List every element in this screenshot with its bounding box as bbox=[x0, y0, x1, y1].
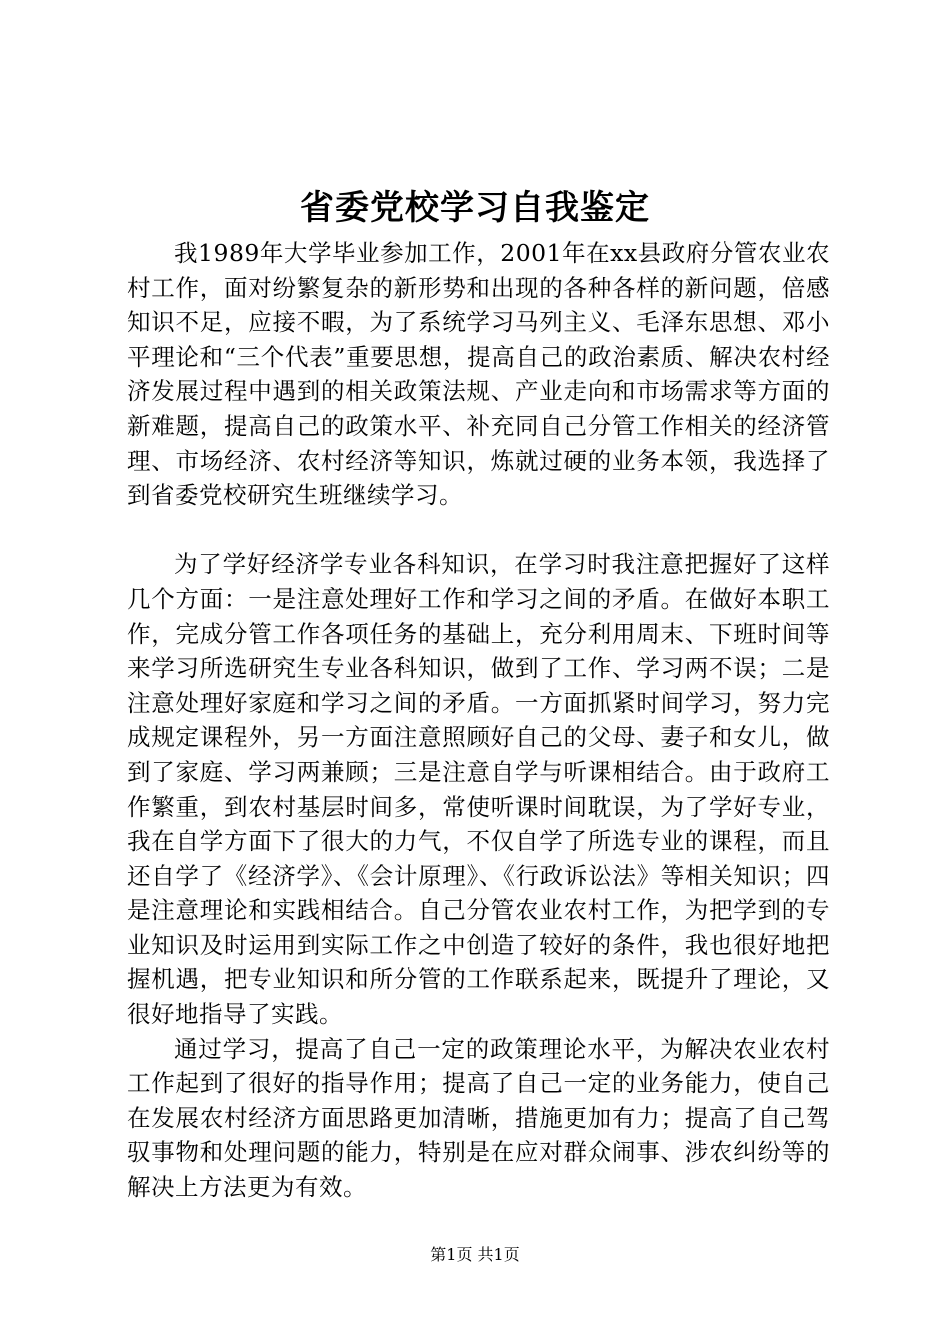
paragraph-3: 通过学习，提高了自己一定的政策理论水平，为解决农业农村工作起到了很好的指导作用；提高了自己一定的业务能力，使自己在发展农村经济方面思路更加清晰，措施更加有力；提高了自己驾驭事物和处理问题的能力，特别是在应对群众闹事、涉农纠纷等的解决上方法更为有效。 bbox=[127, 1034, 830, 1202]
page-footer: 第1页 共1页 bbox=[430, 1245, 520, 1264]
document-title: 省委党校学习自我鉴定 bbox=[300, 188, 650, 228]
document-body bbox=[127, 236, 830, 1205]
paragraph-1: 我1989年大学毕业参加工作，2001年在xx县政府分管农业农村工作，面对纷繁复杂的新形势和出现的各种各样的新问题，倍感知识不足，应接不暇，为了系统学习马列主义、毛泽东思想、邓小平理论和“三个代表”重要思想，提高自己的政治素质、解决农村经济发展过程中遇到的相关政策法规、产业走向和市场需求等方面的新难题，提高自己的政策水平、补充同自己分管工作相关的经济管理、市场经济、农村经济等知识，炼就过硬的业务本领，我选择了到省委党校研究生班继续学习。 bbox=[127, 239, 830, 510]
paragraph-2: 为了学好经济学专业各科知识，在学习时我注意把握好了这样几个方面：一是注意处理好工作和学习之间的矛盾。在做好本职工作，完成分管工作各项任务的基础上，充分利用周末、下班时间等来学习所选研究生专业各科知识，做到了工作、学习两不误；二是注意处理好家庭和学习之间的矛盾。一方面抓紧时间学习，努力完成规定课程外，另一方面注意照顾好自己的父母、妻子和女儿，做到了家庭、学习两兼顾；三是注意自学与听课相结合。由于政府工作繁重，到农村基层时间多，常使听课时间耽误，为了学好专业，我在自学方面下了很大的力气，不仅自学了所选专业的课程，而且还自学了《经济学》、《会计原理》、《行政诉讼法》等相关知识；四是注意理论和实践相结合。自己分管农业农村工作，为把学到的专业知识及时运用到实际工作之中创造了较好的条件，我也很好地把握机遇，把专业知识和所分管的工作联系起来，既提升了理论，又很好地指导了实践。 bbox=[127, 550, 830, 1029]
